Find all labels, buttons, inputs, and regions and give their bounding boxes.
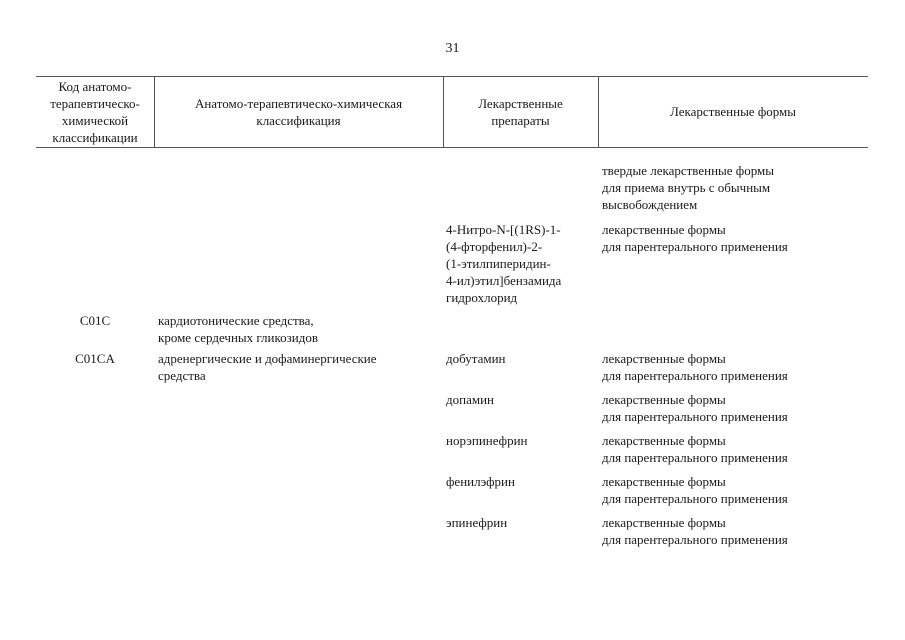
- header-drugs-label: Лекарственные препараты: [478, 95, 563, 128]
- header-classification: [154, 76, 443, 147]
- header-code: [36, 76, 154, 147]
- drug-epinephrine: эпинефрин: [446, 515, 508, 530]
- classification-c01c: кардиотонические средства, кроме сердечных гликозидов: [158, 313, 318, 345]
- code-c01c: C01C: [79, 313, 111, 328]
- form-norepinephrine: лекарственные формы для парентерального применения: [602, 433, 788, 465]
- header-forms: [598, 76, 868, 147]
- form-epinephrine: лекарственные формы для парентерального применения: [602, 515, 788, 547]
- header-classification-label: Анатомо-терапевтическо-химическая классификация: [194, 95, 403, 128]
- drug-dopamine: допамин: [446, 392, 494, 407]
- drug-phenylephrine: фенилэфрин: [446, 474, 515, 489]
- header-code-label: Код анатомо- терапевтическо- химической классификации: [50, 78, 140, 145]
- form-dopamine: лекарственные формы для парентерального применения: [602, 392, 788, 424]
- form-dobutamine: лекарственные формы для парентерального применения: [602, 351, 788, 383]
- drug-norepinephrine: норэпинефрин: [446, 433, 528, 448]
- page-number: 31: [445, 41, 460, 56]
- table-header-rule: [36, 147, 868, 148]
- header-forms-label: Лекарственные формы: [669, 104, 797, 119]
- form-solid-oral: твердые лекарственные формы для приема внутрь с обычным высвобождением: [602, 163, 774, 212]
- classification-c01ca: адренергические и дофаминергические средства: [158, 351, 377, 383]
- drug-dobutamine: добутамин: [446, 351, 506, 366]
- drug-nitro-benzamide: 4-Нитро-N-[(1RS)-1- (4-фторфенил)-2- (1-этилпиперидин- 4-ил)этил]бензамида гидрохлорид: [446, 222, 562, 305]
- form-nitro-benzamide: лекарственные формы для парентерального применения: [602, 222, 788, 254]
- form-phenylephrine: лекарственные формы для парентерального применения: [602, 474, 788, 506]
- code-c01ca: C01CA: [75, 351, 115, 366]
- header-drugs: [443, 76, 598, 147]
